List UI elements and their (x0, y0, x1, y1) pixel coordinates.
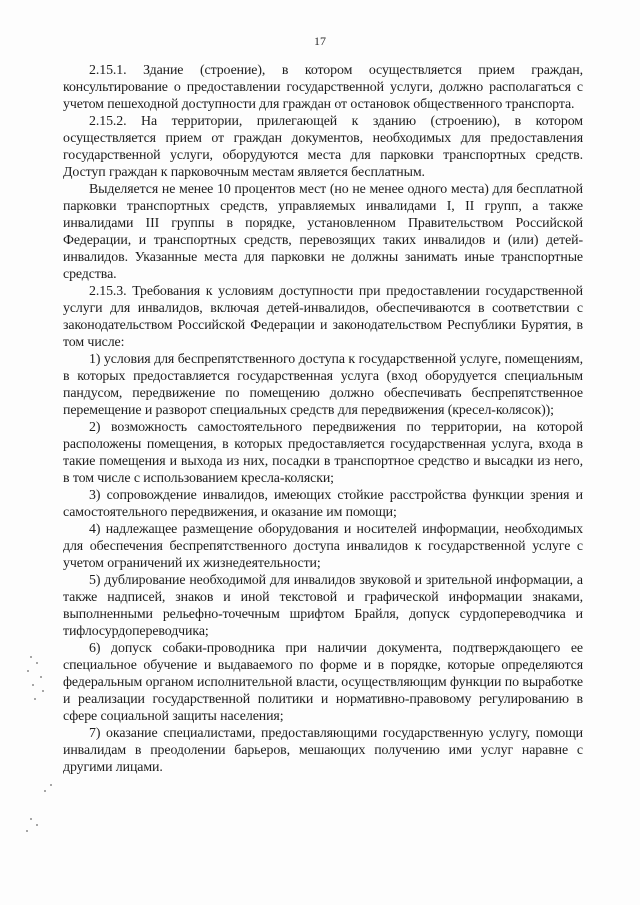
paragraph-parking-quota: Выделяется не менее 10 процентов мест (но не менее одного места) для бесплатной парковки транспортных средств, управляемых инвалидами I, II групп, а также инвалидами III группы в порядке, установленном Правительством Российской Федерации, и транспортных средств, перевозящих таких инвалидов и (или) детей-инвалидов. Указанные места для парковки не должны занимать иные транспортные средства. (63, 182, 583, 282)
scan-speck (44, 790, 46, 792)
scan-speck (30, 818, 32, 820)
scan-speck (40, 676, 42, 678)
document-body (63, 62, 583, 776)
list-item-4: 4) надлежащее размещение оборудования и носителей информации, необходимых для обеспечения беспрепятственного доступа инвалидов к государственной услуге с учетом ограничений их жизнедеятельности; (63, 522, 583, 571)
list-item-5: 5) дублирование необходимой для инвалидов звуковой и зрительной информации, а также надписей, знаков и иной текстовой и графической информации знаками, выполненными рельефно-точечным шрифтом Брайля, допуск сурдопереводчика и тифлосурдопереводчика; (63, 573, 583, 639)
scan-speck (34, 698, 36, 700)
list-item-7: 7) оказание специалистами, предоставляющими государственную услугу, помощи инвалидам в преодолении барьеров, мешающих получению ими услуг наравне с другими лицами. (63, 726, 583, 775)
list-item-2: 2) возможность самостоятельного передвижения по территории, на которой расположены помещения, в которых предоставляется государственная услуга, входа в такие помещения и выхода из них, посадки в транспортное средство и высадки из него, в том числе с использованием кресла-коляски; (63, 420, 583, 486)
paragraph-2-15-1: 2.15.1. Здание (строение), в котором осуществляется прием граждан, консультирование о предоставлении государственной услуги, должно располагаться с учетом пешеходной доступности для граждан от остановок общественного транспорта. (63, 63, 583, 112)
scan-speck (30, 656, 32, 658)
list-item-1: 1) условия для беспрепятственного доступа к государственной услуге, помещениям, в которых предоставляется государственная услуга (вход оборудуется специальным пандусом, передвижение по помещению должно обеспечивать беспрепятственное перемещение и разворот специальных средств для передвижения (кресел-колясок)); (63, 352, 583, 418)
scan-speck (42, 690, 44, 692)
paragraph-2-15-3: 2.15.3. Требования к условиям доступности при предоставлении государственной услуги для инвалидов, включая детей-инвалидов, обеспечиваются в соответствии с законодательством Российской Федерации и законодательством Республики Бурятия, в том числе: (63, 284, 583, 350)
scan-speck (27, 670, 29, 672)
scan-speck (26, 830, 28, 832)
scan-noise-specks (22, 650, 62, 850)
list-item-6: 6) допуск собаки-проводника при наличии документа, подтверждающего ее специальное обучение и выдаваемого по форме и в порядке, которые определяются федеральным органом исполнительной власти, осуществляющим функции по выработке и реализации государственной политики и нормативно-правовому регулированию в сфере социальной защиты населения; (63, 641, 583, 724)
list-item-3: 3) сопровождение инвалидов, имеющих стойкие расстройства функции зрения и самостоятельного передвижения, и оказание им помощи; (63, 488, 583, 520)
scan-speck (36, 824, 38, 826)
page-number: 17 (314, 34, 326, 48)
scan-speck (36, 662, 38, 664)
scan-speck (32, 684, 34, 686)
paragraph-2-15-2: 2.15.2. На территории, прилегающей к зданию (строению), в котором осуществляется прием от граждан документов, необходимых для предоставления государственной услуги, оборудуются места для парковки транспортных средств. Доступ граждан к парковочным местам является бесплатным. (63, 114, 583, 180)
scan-speck (50, 784, 52, 786)
